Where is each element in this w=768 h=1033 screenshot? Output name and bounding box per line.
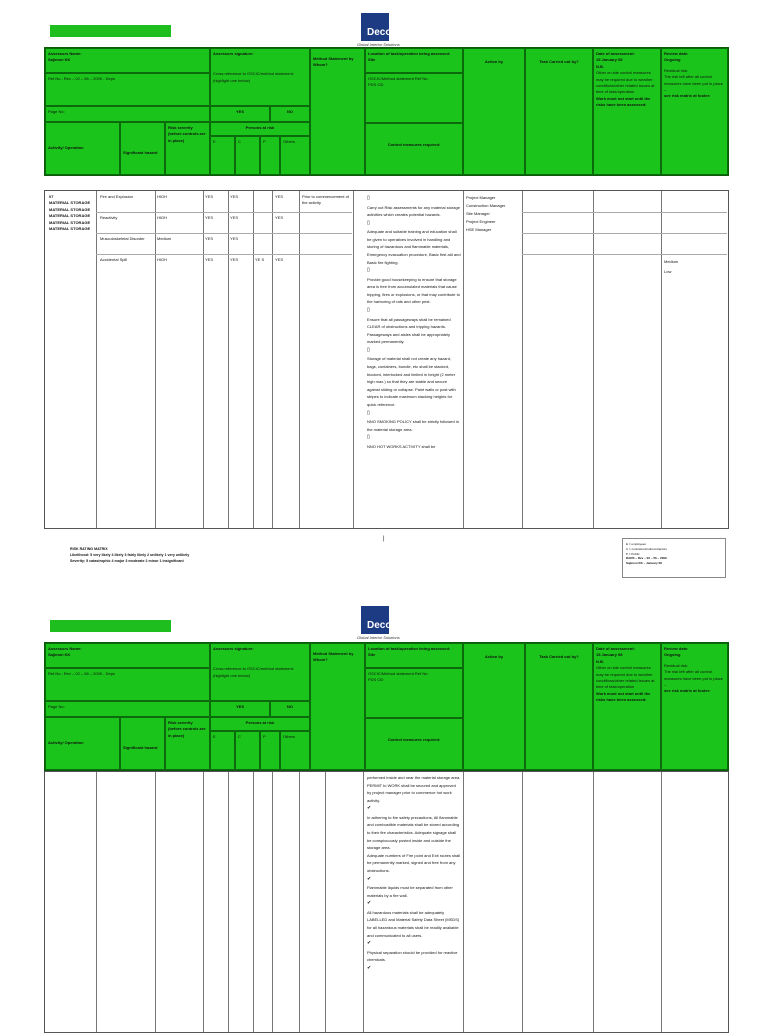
e-2: YES	[205, 215, 214, 220]
yes-label: YES	[235, 704, 244, 709]
method-cell	[310, 643, 365, 770]
nb-text: Other on site control measures may be required due to weather conditions/other related issues at time of task/operation	[596, 70, 655, 95]
col-line	[155, 772, 156, 1032]
page-no-cell	[45, 701, 210, 717]
assessor-cell	[45, 643, 210, 668]
person-c-label: C	[238, 734, 241, 739]
residual-bold: see risk matrix at footer:	[664, 688, 711, 694]
no-label: NO	[287, 704, 293, 709]
severity-label: Risk severity (before controls are in place)	[168, 125, 206, 143]
person-others-label: Others	[283, 139, 296, 144]
oscic-cell	[365, 668, 463, 718]
persons-header	[210, 717, 310, 731]
control-measures-2	[367, 774, 461, 973]
review-cell	[661, 643, 728, 770]
activity-name: MATERIAL STORAGE	[49, 213, 91, 219]
o-1: YES	[275, 194, 284, 199]
control-item: Flammable liquids must be separated from other materials by a fire wall.	[367, 885, 453, 898]
col-line	[272, 772, 273, 1032]
nb-title: N.B.	[596, 63, 604, 69]
action-by-item: Project Manager	[466, 195, 496, 200]
assessor-label: Assessors Name:	[48, 646, 82, 651]
person-e-label: E	[213, 139, 216, 144]
assessor-name: Sajimon KK	[48, 652, 71, 658]
activity-name: MATERIAL STORAGE	[49, 200, 91, 206]
col-line	[96, 772, 97, 1032]
hazard-3: Musculoskeletal Disorder	[100, 236, 145, 241]
method-by-text: Prior to commencement of the activity	[302, 194, 349, 206]
col-line	[661, 772, 662, 1032]
location-cell	[365, 643, 463, 668]
method-label: Method Statement by Whom?	[313, 56, 354, 68]
activity-label: Activity/ Operation	[48, 740, 84, 745]
ref-number: Ref No.: Rev – 02 – 56 – 2009 - Deps	[48, 671, 115, 676]
c-4: YES	[230, 257, 239, 262]
signature-cell	[210, 643, 310, 701]
nb-bold: Work must not start until the risks have been assessed:	[596, 95, 651, 108]
header-table	[44, 642, 729, 771]
control-item: Carry out Risk assessments for any material storage activities which creates potential hazards.	[367, 204, 460, 218]
location-label: Location of task/operation being assessed:	[368, 51, 451, 56]
col-line	[593, 772, 594, 1032]
date-label: Date of assessment:	[596, 51, 635, 56]
activity-name: MATERIAL STORAGE	[49, 225, 91, 231]
review-value: Ongoing	[664, 57, 681, 63]
task-carried-label: Task Carried out by?	[539, 654, 579, 659]
person-p	[260, 731, 280, 770]
hazard-label: Significant hazard	[123, 745, 158, 750]
oscic-value: PDS OD	[368, 677, 384, 683]
person-e	[210, 731, 235, 770]
residual-item: Medium	[664, 259, 679, 264]
legend-item: E = employees	[626, 542, 646, 546]
control-item: Adequate numbers of Fire point and Exit routes shall be permanently marked, signed and free from any obstructions.	[367, 852, 461, 874]
person-p-label: P	[263, 734, 266, 739]
signature-label: Assessors signature:	[213, 646, 254, 651]
task-carried-label: Task Carried out by?	[539, 59, 579, 64]
col-line	[253, 772, 254, 1032]
control-item: NNO HOT WORKS ACTIVITY shall be	[367, 443, 436, 449]
activity-header	[45, 717, 120, 770]
bullet-icon: ▯	[367, 219, 370, 226]
ref-number: Ref No.: Rev – 02 – 56 – 2009 - Deps	[48, 76, 115, 81]
review-label: Review date:	[664, 51, 689, 56]
assessor-name: Sajimon KK	[48, 57, 71, 63]
legend-item: DARS – Rev – 02 – 56 – 2009	[626, 556, 667, 561]
signature-label: Assessors signature:	[213, 51, 254, 56]
page-no-label: Page No:	[48, 704, 65, 709]
severity-3: Medium	[157, 236, 172, 241]
check-icon: ✔	[367, 964, 372, 971]
activity-number: 07	[49, 194, 54, 199]
control-header	[365, 718, 463, 770]
action-by-item: HSE Manager	[466, 227, 492, 232]
yes-label: YES	[235, 109, 244, 114]
logo-word: Deco	[367, 620, 392, 631]
legend-item: Sajimon KK – January 08	[626, 561, 662, 566]
control-item: In adhering to fire safety precautions, All flammable and combustible materials shall be stored according to their fire characteristics. Adequate signage shall be conspicuously posted inside and outside the storage area.	[367, 814, 460, 851]
hazard-label: Significant hazard	[123, 150, 158, 155]
action-by-item: Project Engineer	[466, 219, 496, 224]
residual-label: Residual risk:	[664, 67, 689, 73]
green-title-bar	[50, 620, 171, 632]
severity-header	[165, 717, 210, 770]
company-logo	[357, 606, 400, 642]
control-item: NNO SMOKING POLICY shall be strictly followed in the material storage area.	[367, 419, 459, 432]
c-2: YES	[230, 215, 239, 220]
col-line	[228, 772, 229, 1032]
severity-4: HIGH	[157, 257, 167, 262]
e-3: YES	[205, 236, 214, 241]
o-4: YES	[275, 257, 284, 262]
cross-ref-text: Cross reference to OSCIC/method statement: (highlight one below)	[213, 666, 294, 678]
legend-item: C = contractors/subcontractors	[626, 546, 667, 551]
persons-legend	[622, 538, 726, 578]
cross-ref-text: Cross reference to OSCIC/method statement: (highlight one below)	[213, 71, 294, 83]
hazard-2: Reactivity	[100, 215, 118, 220]
control-item: All hazardous materials shall be adequately LABELLED and Material Safety Data Sheet (MSDS) for all hazardous materials shall be readily available and communicated to all users.	[367, 909, 460, 938]
control-item: performed inside and near the material storage area. PERMIT to WORK shall be secured and approved by project manager prior to commence hot work activity.	[367, 775, 461, 803]
person-c-label: C	[238, 139, 241, 144]
bullet-icon: ▯	[367, 307, 370, 314]
oscic-ref: OSCIC/Method statement Ref No:	[368, 76, 429, 81]
severity-1: HIGH	[157, 194, 167, 199]
oscic-value: PDS OD	[368, 82, 384, 88]
check-icon: ✔	[367, 875, 372, 882]
activity-name: MATERIAL STORAGE	[49, 219, 91, 225]
review-label: Review date:	[664, 646, 689, 651]
check-icon: ✔	[367, 805, 372, 812]
nb-text: Other on site control measures may be required due to weather conditions/other related issues at time of task/operation	[596, 665, 655, 690]
action-by-item: Construction Manager	[466, 203, 506, 208]
action-by-item: Site Manager	[466, 211, 490, 216]
o-2: YES	[275, 215, 284, 220]
logo-tagline: Global Interior Solutions	[357, 42, 400, 47]
activity-name: MATERIAL STORAGE	[49, 206, 91, 212]
control-label: Control measures required:	[387, 142, 441, 147]
location-site: Site	[368, 652, 376, 658]
col-line	[203, 772, 204, 1032]
severity-label: Risk severity (before controls are in place)	[168, 720, 206, 738]
residual-item: Low	[664, 268, 672, 274]
residual-label: Residual risk:	[664, 662, 689, 668]
persons-label: Persons at risk	[245, 125, 275, 130]
p-4: YE S	[255, 257, 265, 262]
check-icon: ✔	[367, 940, 372, 947]
control-item: Provide good housekeeping to ensure that storage area is free from accumulated materials that cause tripping, fires or explosions, or that may contribute to the harboring of rats and other pest.	[367, 276, 460, 305]
control-item: Storage of material shall not create any hazard, bags, containers, bundle, etc shall be stacked, blocked, interlocked and limited in height (2 meter high max.) so that they are stable and secure against sliding or collapse. Paint walls or post with stripes to indicate maximum stacking heights for quick reference.	[367, 356, 456, 407]
residual-text: The risk left after all control measures have been put in place –	[664, 669, 723, 687]
bullet-icon: ▯	[367, 267, 370, 274]
severity-2: HIGH	[157, 215, 167, 220]
task-carried-header	[525, 643, 593, 770]
risk-matrix-title: RISK RATING MATRIX	[70, 547, 108, 551]
e-4: YES	[205, 257, 214, 262]
hazard-4: Accidental Spill	[100, 257, 128, 262]
date-value: 15 January 08	[596, 652, 623, 658]
page-mark: |	[383, 536, 385, 542]
no-cell	[270, 701, 310, 717]
c-3: YES	[230, 236, 239, 241]
date-cell	[593, 643, 661, 770]
likelihood-scale: Likelihood: 5 very likely 4 likely 3 fairly likely 2 unlikely 1 very unlikely	[70, 553, 190, 558]
risk-matrix-footer	[70, 546, 189, 564]
legend-item: P = Public	[626, 551, 640, 556]
person-e-label: E	[213, 734, 216, 739]
date-label: Date of assessment:	[596, 646, 635, 651]
logo-tagline: Global Interior Solutions	[357, 635, 400, 640]
oscic-ref: OSCIC/Method statement Ref No:	[368, 671, 429, 676]
assessment-body-2	[44, 771, 729, 1033]
person-others-label: Others	[283, 734, 296, 739]
yes-cell	[210, 701, 270, 717]
location-site: Site	[368, 57, 376, 63]
bullet-icon: ▯	[367, 346, 370, 353]
control-item: Adequate and suitable training and education shall be given to operatives involved in handling and storing of hazardous and flammable materials, Emergency evacuation procedure, Basic first aid and Basic fire fighting.	[367, 229, 461, 265]
method-label: Method Statement by Whom?	[313, 651, 354, 663]
person-c	[235, 731, 260, 770]
residual-bold: see risk matrix at footer:	[664, 93, 711, 99]
severity-scale: Severity: 5 catastrophic 4 major 3 moderate 2 minor 1 insignificant	[70, 559, 184, 564]
nb-bold: Work must not start until the risks have been assessed:	[596, 690, 651, 703]
col-line	[363, 772, 364, 1032]
col-line	[522, 772, 523, 1032]
bullet-icon: ▯	[367, 195, 370, 201]
page-no-label: Page No:	[48, 109, 65, 114]
no-label: NO	[287, 109, 293, 114]
nb-title: N.B.	[596, 658, 604, 664]
hazard-1: Fire and Explosion	[100, 194, 134, 199]
ref-cell	[45, 668, 210, 701]
control-item: Ensure that all passageways shall be remained CLEAR of obstructions and tripping hazards. Passageways and aisles shall be appropriately marked permanently.	[367, 316, 451, 345]
col-line	[325, 772, 326, 1032]
hazard-header	[120, 717, 165, 770]
person-others	[280, 731, 310, 770]
logo-word: Deco	[367, 27, 392, 38]
person-p-label: P	[263, 139, 266, 144]
date-value: 15 January 08	[596, 57, 623, 63]
bullet-icon: ▯	[367, 409, 370, 416]
assessor-label: Assessors Name:	[48, 51, 82, 56]
review-value: Ongoing	[664, 652, 681, 658]
persons-label: Persons at risk	[245, 720, 275, 725]
e-1: YES	[205, 194, 214, 199]
col-line	[299, 772, 300, 1032]
col-line	[463, 772, 464, 1032]
control-item: Physical separation should be provided for reactive chemicals.	[367, 949, 458, 963]
location-label: Location of task/operation being assessed:	[368, 646, 451, 651]
action-by-header	[463, 643, 525, 770]
action-by-label: Action by	[484, 59, 504, 64]
action-by-label: Action by	[484, 654, 504, 659]
check-icon: ✔	[367, 900, 372, 907]
activity-label: Activity/ Operation	[48, 145, 84, 150]
residual-text: The risk left after all control measures have been put in place –	[664, 74, 723, 92]
bullet-icon: ▯	[367, 434, 370, 441]
c-1: YES	[230, 194, 239, 199]
control-label: Control measures required:	[387, 737, 441, 742]
